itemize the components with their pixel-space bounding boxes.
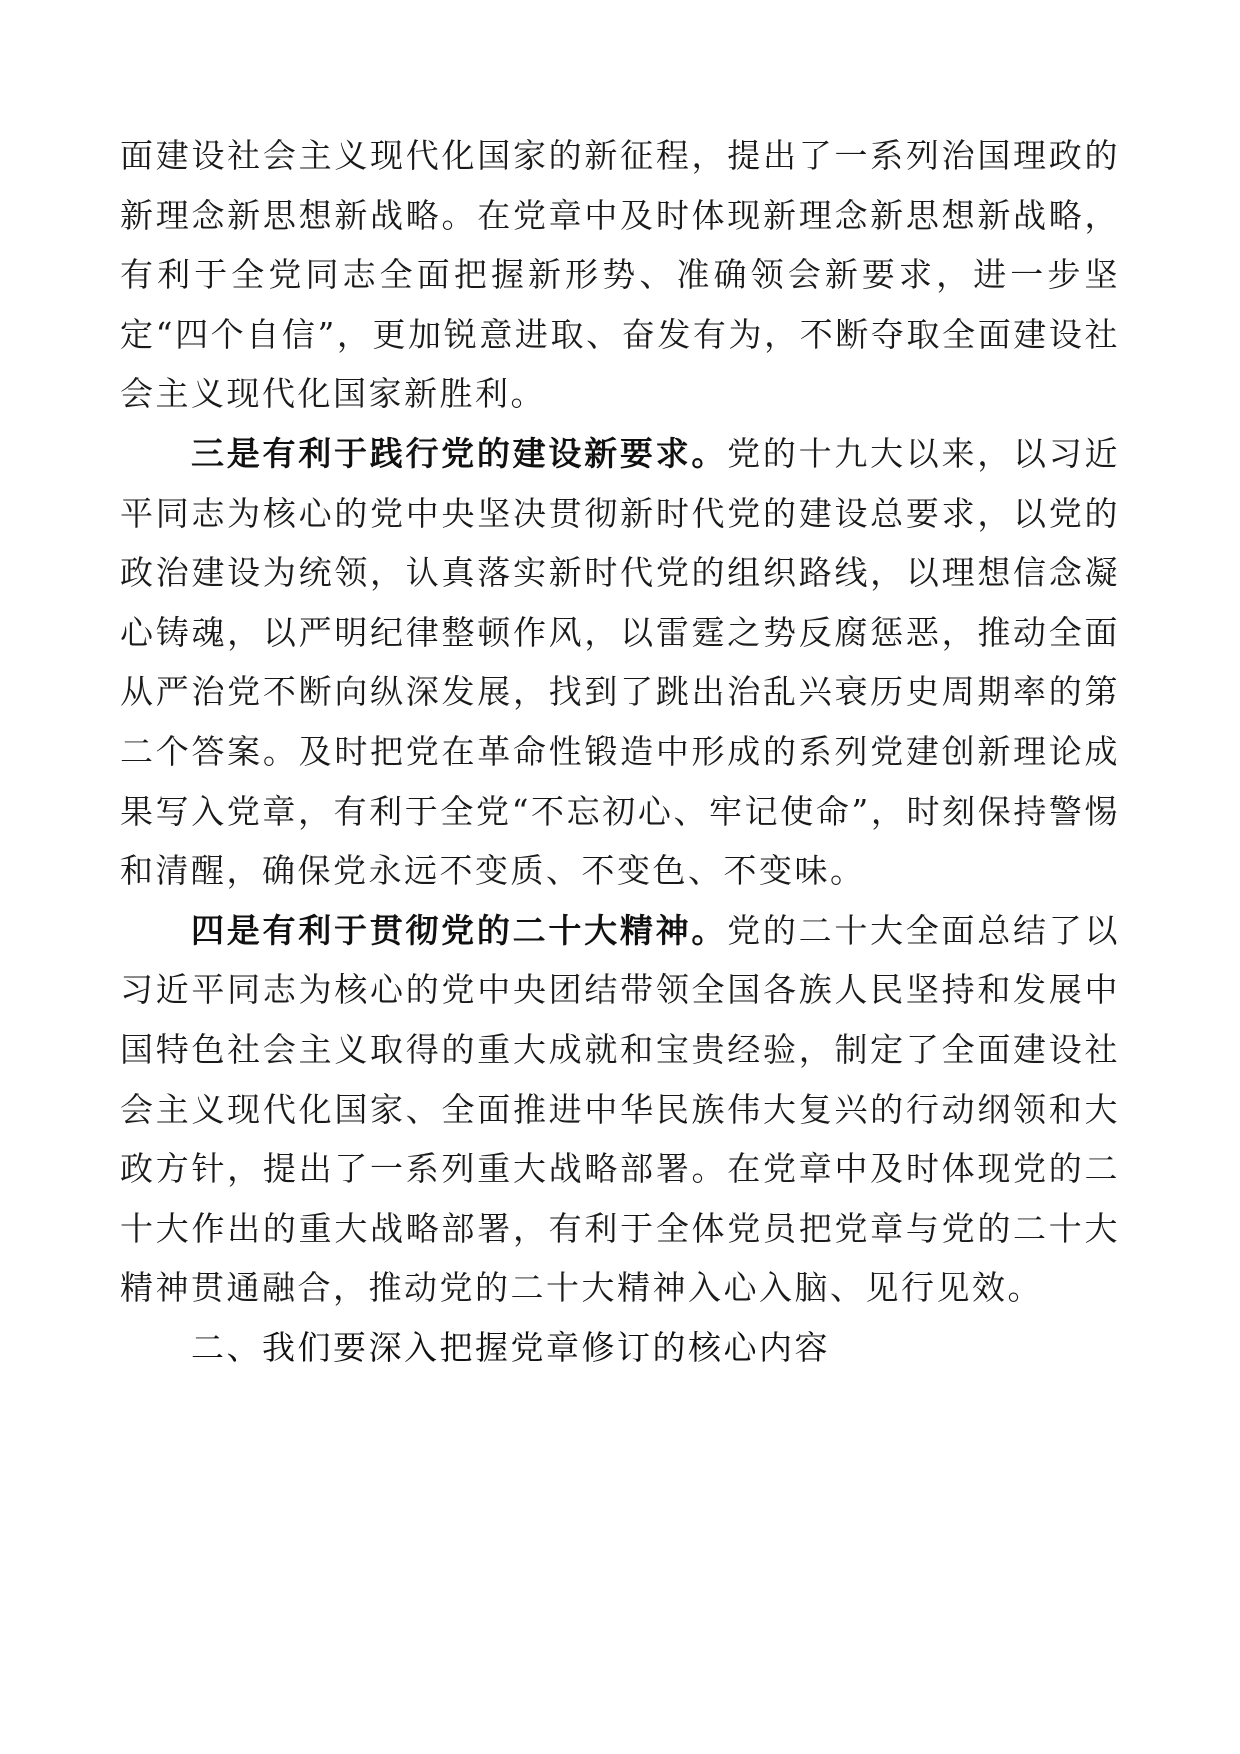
document-body [120, 126, 1120, 1377]
paragraph-lead: 三是有利于践行党的建设新要求。 [191, 433, 728, 473]
paragraph-text: 面建设社会主义现代化国家的新征程，提出了一系列治国理政的新理念新思想新战略。在党章中及时体现新理念新思想新战略，有利于全党同志全面把握新形势、准确领会新要求，进一步坚定“四个自信”，更加锐意进取、奋发有为，不断夺取全面建设社会主义现代化国家新胜利。 [120, 136, 1120, 414]
section-heading: 二、我们要深入把握党章修订的核心内容 [191, 1327, 830, 1367]
paragraph-text: 党的二十大全面总结了以习近平同志为核心的党中央团结带领全国各族人民坚持和发展中国特色社会主义取得的重大成就和宝贵经验，制定了全面建设社会主义现代化国家、全面推进中华民族伟大复兴的行动纲领和大政方针，提出了一系列重大战略部署。在党章中及时体现党的二十大作出的重大战略部署，有利于全体党员把党章与党的二十大精神贯通融合，推动党的二十大精神入心入脑、见行见效。 [120, 910, 1121, 1308]
paragraph-party-building [120, 424, 1120, 901]
paragraph-continuation [120, 126, 1120, 424]
paragraph-lead: 四是有利于贯彻党的二十大精神。 [191, 910, 728, 950]
paragraph-twentieth-congress [120, 901, 1120, 1318]
paragraph-text: 党的十九大以来，以习近平同志为核心的党中央坚决贯彻新时代党的建设总要求，以党的政治建设为统领，认真落实新时代党的组织路线，以理想信念凝心铸魂，以严明纪律整顿作风，以雷霆之势反腐惩恶，推动全面从严治党不断向纵深发展，找到了跳出治乱兴衰历史周期率的第二个答案。及时把党在革命性锻造中形成的系列党建创新理论成果写入党章，有利于全党“不忘初心、牢记使命”，时刻保持警惕和清醒，确保党永远不变质、不变色、不变味。 [120, 433, 1121, 891]
